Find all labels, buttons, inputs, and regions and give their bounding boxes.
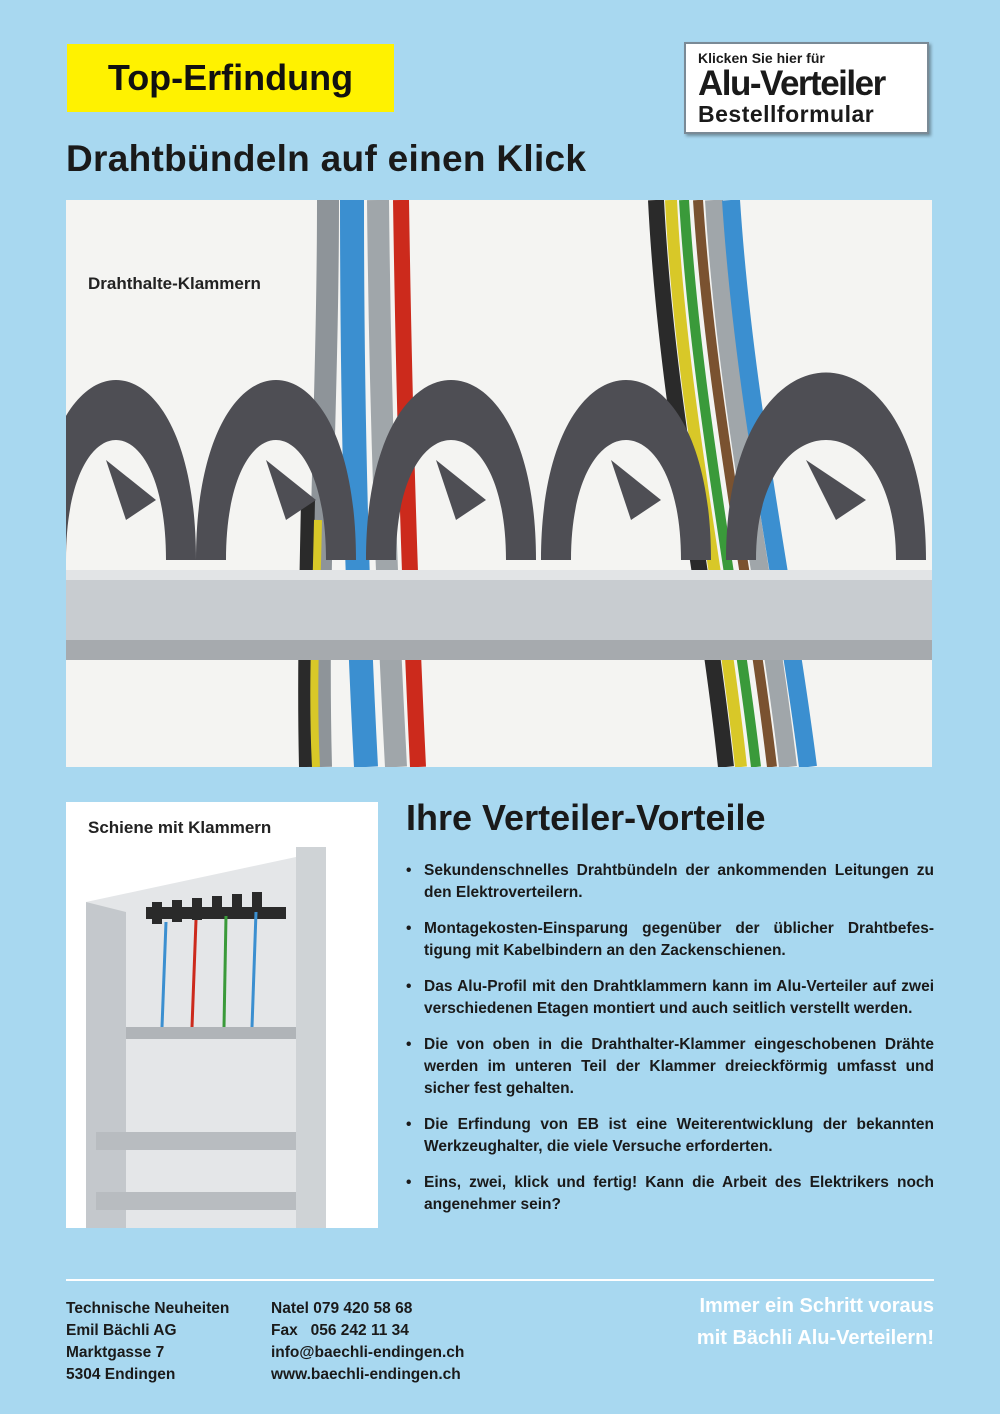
list-item — [406, 860, 934, 904]
address-line: Marktgasse 7 — [66, 1344, 165, 1361]
clamp-photo-caption: Drahthalte-Klammern — [88, 274, 261, 293]
bullet-icon: • — [406, 978, 412, 995]
list-item — [406, 918, 934, 962]
top-erfindung-badge: Top-Erfindung — [67, 44, 394, 112]
slogan-line1: Immer ein Schritt voraus — [699, 1295, 934, 1317]
address-line: Technische Neuheiten — [66, 1300, 230, 1317]
order-form-button[interactable] — [684, 42, 929, 134]
slogan — [697, 1290, 934, 1354]
slogan-line2: mit Bächli Alu-Verteilern! — [696, 1327, 934, 1349]
list-item — [406, 1034, 934, 1100]
distributor-illustration — [66, 802, 378, 1228]
address-line: 5304 Endingen — [66, 1366, 176, 1383]
benefit-text: Die Erfindung von EB ist eine Weiterentwicklung der bekannten Werkzeughalter, die viele Versuche erforderten. — [424, 1116, 934, 1155]
benefit-text: Sekundenschnelles Drahtbündeln der ankommenden Leitungen zu den Elektroverteilern. — [424, 862, 934, 901]
order-button-line1: Klicken Sie hier für — [698, 50, 825, 66]
email-link[interactable]: info@baechli-endingen.ch — [271, 1344, 465, 1361]
benefits-title: Ihre Verteiler-Vorteile — [406, 797, 766, 838]
footer-divider — [66, 1279, 934, 1281]
clamp-photo — [66, 200, 932, 767]
bullet-icon: • — [406, 920, 412, 937]
address-line: Emil Bächli AG — [66, 1322, 177, 1339]
list-item — [406, 1172, 934, 1216]
rail-photo — [66, 802, 378, 1228]
list-item — [406, 1114, 934, 1158]
bullet-icon: • — [406, 1174, 412, 1191]
list-item — [406, 976, 934, 1020]
website-link[interactable]: www.baechli-endingen.ch — [271, 1366, 461, 1383]
clamp-row — [66, 373, 926, 561]
fax-number: Fax 056 242 11 34 — [271, 1322, 409, 1339]
page-headline: Drahtbündeln auf einen Klick — [66, 138, 587, 179]
benefits-list — [406, 860, 934, 1230]
contact-info — [271, 1298, 464, 1386]
order-button-line3: Bestellformular — [698, 101, 875, 127]
benefit-text: Die von oben in die Drahthalter-Klammer eingeschobenen Drähte werden im unteren Teil der Klammer dreieckförmig umfasst und sicher fest gehalten. — [424, 1036, 934, 1097]
benefit-text: Das Alu-Profil mit den Drahtklammern kann im Alu-Verteiler auf zwei verschiedenen Etagen montiert und auch seitlich verstellt werden. — [424, 978, 934, 1017]
order-button-line2: Alu-Verteiler — [698, 64, 885, 103]
company-address — [66, 1298, 229, 1386]
bullet-icon: • — [406, 862, 412, 879]
bullet-icon: • — [406, 1036, 412, 1053]
benefit-text: Eins, zwei, klick und fertig! Kann die Arbeit des Elektrikers noch angenehmer sein? — [424, 1174, 934, 1213]
benefit-text: Montagekosten-Einsparung gegenüber der üblicher Drahtbefestigung mit Kabelbindern an den Zackenschienen. — [424, 920, 934, 959]
rail-photo-caption: Schiene mit Klammern — [88, 818, 272, 837]
bullet-icon: • — [406, 1116, 412, 1133]
phone-number: Natel 079 420 58 68 — [271, 1300, 413, 1317]
